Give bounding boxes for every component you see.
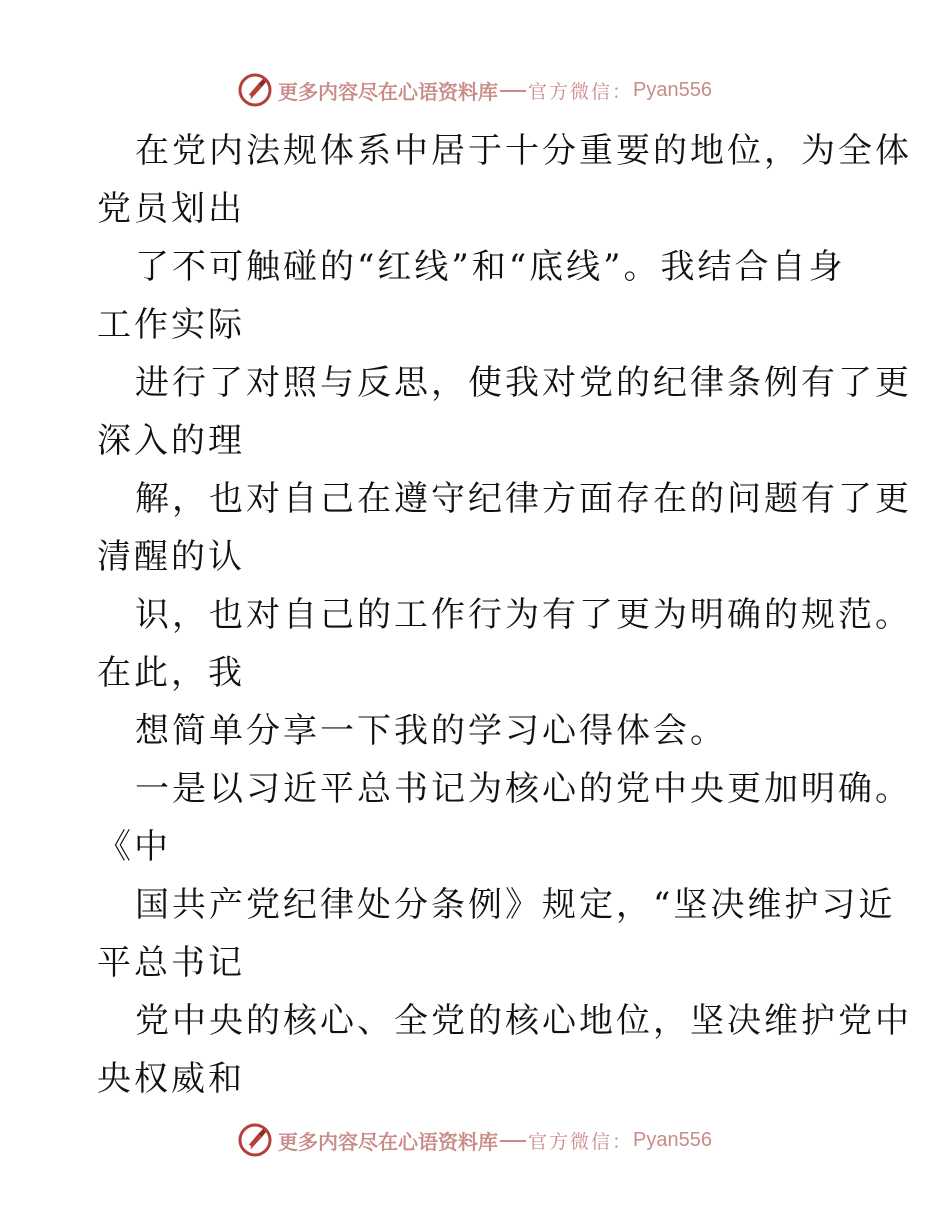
paragraph-line-wrap: 平总书记 — [97, 943, 245, 983]
paragraph-line: 识，也对自己的工作行为有了更为明确的规范。 — [135, 595, 912, 635]
paragraph-line-wrap: 《中 — [97, 827, 171, 867]
paragraph-line: 想简单分享一下我的学习心得体会。 — [135, 711, 727, 751]
paragraph-line: 党中央的核心、全党的核心地位，坚决维护党中 — [135, 1001, 912, 1041]
banner-official-label: 官方微信： — [528, 1130, 634, 1153]
banner-wechat-id: Pyan556 — [633, 1128, 712, 1151]
paragraph-line-wrap: 在此，我 — [97, 653, 245, 693]
banner-brand-text: 更多内容尽在心语资料库 — [278, 79, 498, 104]
banner-brand-text: 更多内容尽在心语资料库 — [278, 1129, 498, 1154]
document-body — [97, 122, 912, 1108]
paragraph-line-wrap: 央权威和 — [97, 1059, 245, 1099]
paragraph-line: 解，也对自己在遵守纪律方面存在的问题有了更 — [135, 479, 912, 519]
banner-dash — [500, 1140, 526, 1142]
pen-logo-icon — [238, 1123, 272, 1157]
pen-logo-icon — [238, 73, 272, 107]
paragraph-line: 进行了对照与反思，使我对党的纪律条例有了更 — [135, 363, 912, 403]
footer-banner — [0, 1118, 950, 1162]
banner-official-label: 官方微信： — [528, 80, 634, 103]
paragraph-line: 一是以习近平总书记为核心的党中央更加明确。 — [135, 769, 912, 809]
banner-wechat-id: Pyan556 — [633, 78, 712, 101]
banner-dash — [500, 90, 526, 92]
paragraph-line-wrap: 工作实际 — [97, 305, 245, 345]
paragraph-line-wrap: 深入的理 — [97, 421, 245, 461]
paragraph-line: 国共产党纪律处分条例》规定，“坚决维护习近 — [135, 885, 896, 925]
paragraph-line-wrap: 清醒的认 — [97, 537, 245, 577]
header-banner — [0, 68, 950, 112]
paragraph-line: 在党内法规体系中居于十分重要的地位，为全体 — [135, 131, 912, 171]
paragraph-line-wrap: 党员划出 — [97, 189, 245, 229]
paragraph-line: 了不可触碰的“红线”和“底线”。我结合自身 — [135, 247, 846, 287]
